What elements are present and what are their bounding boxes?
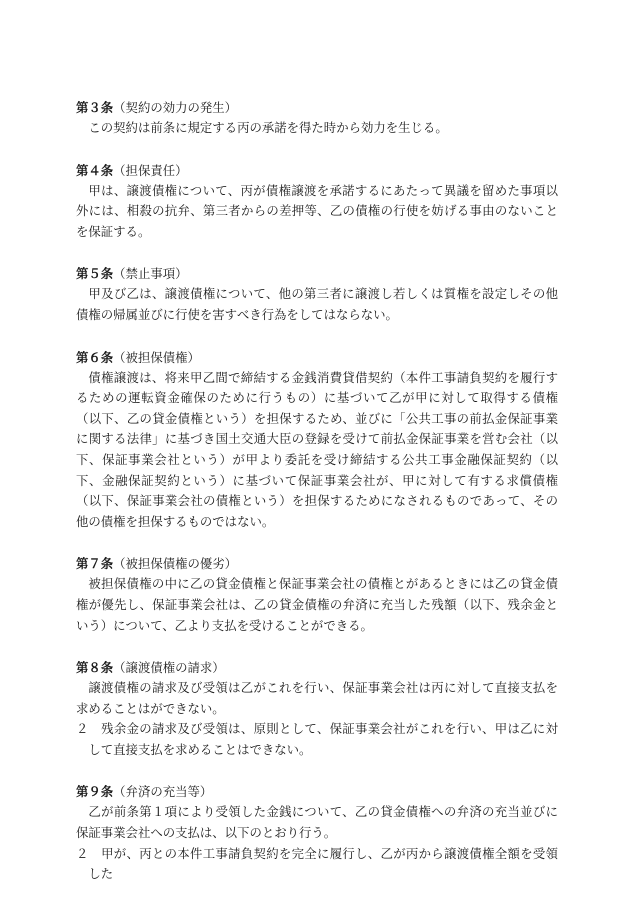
- paragraph-text: 債権譲渡は、将来甲乙間で締結する金銭消費貸借契約（本件工事請負契約を履行するための運転資金確保のために行うもの）に基づいて乙が甲に対して取得する債権（以下、乙の貸金債権という）を担保するため、並びに「公共工事の前払金保証事業に関する法律」に基づき国土交通大臣の登録を受けて前払金保証事業を営む会社（以下、保証事業会社という）が甲より委託を受け締結する公共工事金融保証契約（以下、金融保証契約という）に基づいて保証事業会社が、甲に対して有する求償債権（以下、保証事業会社の債権という）を担保するためになされるものであって、その他の債権を担保するものではない。: [76, 369, 558, 529]
- article-paragraph: [76, 181, 558, 243]
- article-number: 第８条: [76, 660, 114, 676]
- paragraph-text: 甲が、丙との本件工事請負契約を完全に履行し、乙が丙から譲渡債権全額を受領した: [88, 845, 558, 882]
- article-paragraph: [76, 844, 558, 885]
- paragraph-number: ２: [76, 721, 89, 737]
- article-heading: [76, 348, 558, 368]
- article-section: [76, 264, 558, 325]
- article-number: 第４条: [76, 162, 114, 178]
- article-title: （弁済の充当等）: [113, 784, 213, 800]
- article-title: （被担保債権）: [113, 349, 200, 365]
- article-number: 第５条: [76, 266, 114, 282]
- article-heading: [76, 98, 558, 118]
- paragraph-text: 被担保債権の中に乙の貸金債権と保証事業会社の債権とがあるときには乙の貸金債権が優先し、保証事業会社は、乙の貸金債権の弁済に充当した残額（以下、残余金という）について、乙より支払を受けることができる。: [76, 576, 558, 633]
- article-title: （譲渡債権の請求）: [113, 660, 225, 676]
- article-paragraph: [76, 678, 558, 719]
- paragraph-text: 残余金の請求及び受領は、原則として、保証事業会社がこれを行い、甲は乙に対して直接支払を求めることはできない。: [88, 721, 558, 757]
- article-section: [76, 658, 558, 760]
- paragraph-text: 譲渡債権の請求及び受領は乙がこれを行い、保証事業会社は丙に対して直接支払を求めることはができない。: [76, 680, 558, 716]
- article-heading: [76, 161, 558, 181]
- article-section: [76, 98, 558, 139]
- article-title: （被担保債権の優劣）: [113, 556, 238, 572]
- document-body: [76, 98, 558, 907]
- article-paragraph: [76, 574, 558, 636]
- paragraph-text: この契約は前条に規定する丙の承諾を得た時から効力を生じる。: [88, 120, 448, 135]
- paragraph-text: 甲及び乙は、譲渡債権について、他の第三者に譲渡し若しくは質権を設定しその他債権の帰属並びに行使を害すべき行為をしてはならない。: [76, 286, 558, 322]
- article-heading: [76, 554, 558, 574]
- article-number: 第３条: [76, 100, 114, 115]
- article-heading: [76, 782, 558, 802]
- article-section: [76, 348, 558, 533]
- article-paragraph: [76, 118, 558, 139]
- article-section: [76, 554, 558, 636]
- paragraph-number: ２: [76, 845, 89, 861]
- article-section: [76, 782, 558, 884]
- article-paragraph: [76, 802, 558, 843]
- article-number: 第９条: [76, 784, 114, 800]
- article-paragraph: [76, 719, 558, 760]
- article-title: （禁止事項）: [113, 266, 188, 282]
- article-paragraph: [76, 284, 558, 325]
- paragraph-text: 乙が前条第１項により受領した金銭について、乙の貸金債権への弁済の充当並びに保証事業会社への支払は、以下のとおり行う。: [76, 804, 558, 841]
- article-title: （担保責任）: [113, 162, 188, 178]
- article-number: 第６条: [76, 349, 114, 365]
- article-number: 第７条: [76, 556, 114, 572]
- article-paragraph: [76, 368, 558, 533]
- article-heading: [76, 658, 558, 678]
- article-title: （契約の効力の発生）: [113, 100, 238, 115]
- paragraph-text: 甲は、譲渡債権について、丙が債権譲渡を承諾するにあたって異議を留めた事項以外には、相殺の抗弁、第三者からの差押等、乙の債権の行使を妨げる事由のないことを保証する。: [76, 182, 558, 239]
- article-heading: [76, 264, 558, 284]
- article-section: [76, 161, 558, 243]
